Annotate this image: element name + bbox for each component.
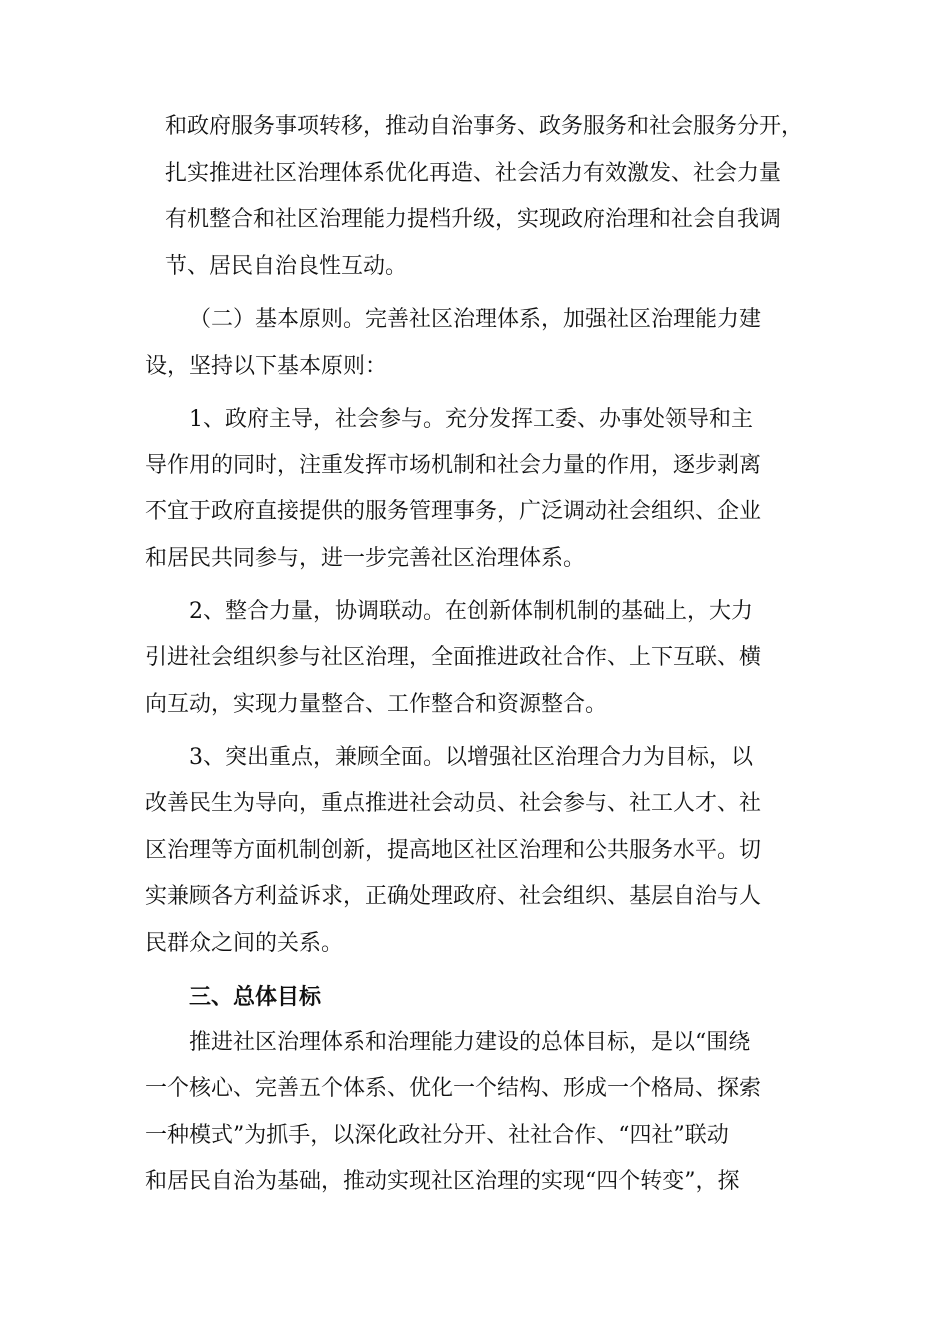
section-heading: 三、总体目标 bbox=[189, 984, 322, 1010]
text-line: 不宜于政府直接提供的服务管理事务，广泛调动社会组织、企业 bbox=[145, 499, 762, 524]
text-line: 一个核心、完善五个体系、优化一个结构、形成一个格局、探索 bbox=[145, 1076, 762, 1101]
text-line: 和居民自治为基础，推动实现社区治理的实现“四个转变”，探 bbox=[145, 1169, 740, 1194]
text-line: （二）基本原则。完善社区治理体系，加强社区治理能力建 bbox=[189, 307, 762, 332]
text-line: 导作用的同时，注重发挥市场机制和社会力量的作用，逐步剥离 bbox=[145, 453, 762, 478]
text-line: 实兼顾各方利益诉求，正确处理政府、社会组织、基层自治与人 bbox=[145, 884, 762, 909]
text-line: 一种模式”为抓手，以深化政社分开、社社合作、“四社”联动 bbox=[145, 1123, 729, 1148]
text-line: 设，坚持以下基本原则： bbox=[145, 354, 388, 379]
text-line: 和政府服务事项转移，推动自治事务、政务服务和社会服务分开， bbox=[165, 114, 804, 139]
text-line: 向互动，实现力量整合、工作整合和资源整合。 bbox=[145, 692, 608, 717]
text-line: 1、政府主导，社会参与。充分发挥工委、办事处领导和主 bbox=[189, 407, 753, 432]
text-line: 推进社区治理体系和治理能力建设的总体目标，是以“围绕 bbox=[189, 1030, 751, 1055]
text-line: 3、突出重点，兼顾全面。以增强社区治理合力为目标，以 bbox=[189, 745, 753, 770]
text-line: 2、整合力量，协调联动。在创新体制机制的基础上，大力 bbox=[189, 599, 753, 624]
text-line: 引进社会组织参与社区治理，全面推进政社合作、上下互联、横 bbox=[145, 645, 762, 670]
text-line: 和居民共同参与，进一步完善社区治理体系。 bbox=[145, 546, 586, 571]
text-line: 改善民生为导向，重点推进社会动员、社会参与、社工人才、社 bbox=[145, 791, 762, 816]
text-line: 民群众之间的关系。 bbox=[145, 931, 344, 956]
text-line: 节、居民自治良性互动。 bbox=[165, 254, 408, 279]
text-line: 有机整合和社区治理能力提档升级，实现政府治理和社会自我调 bbox=[165, 207, 782, 232]
text-line: 扎实推进社区治理体系优化再造、社会活力有效激发、社会力量 bbox=[165, 161, 782, 186]
text-line: 区治理等方面机制创新，提高地区社区治理和公共服务水平。切 bbox=[145, 838, 762, 863]
